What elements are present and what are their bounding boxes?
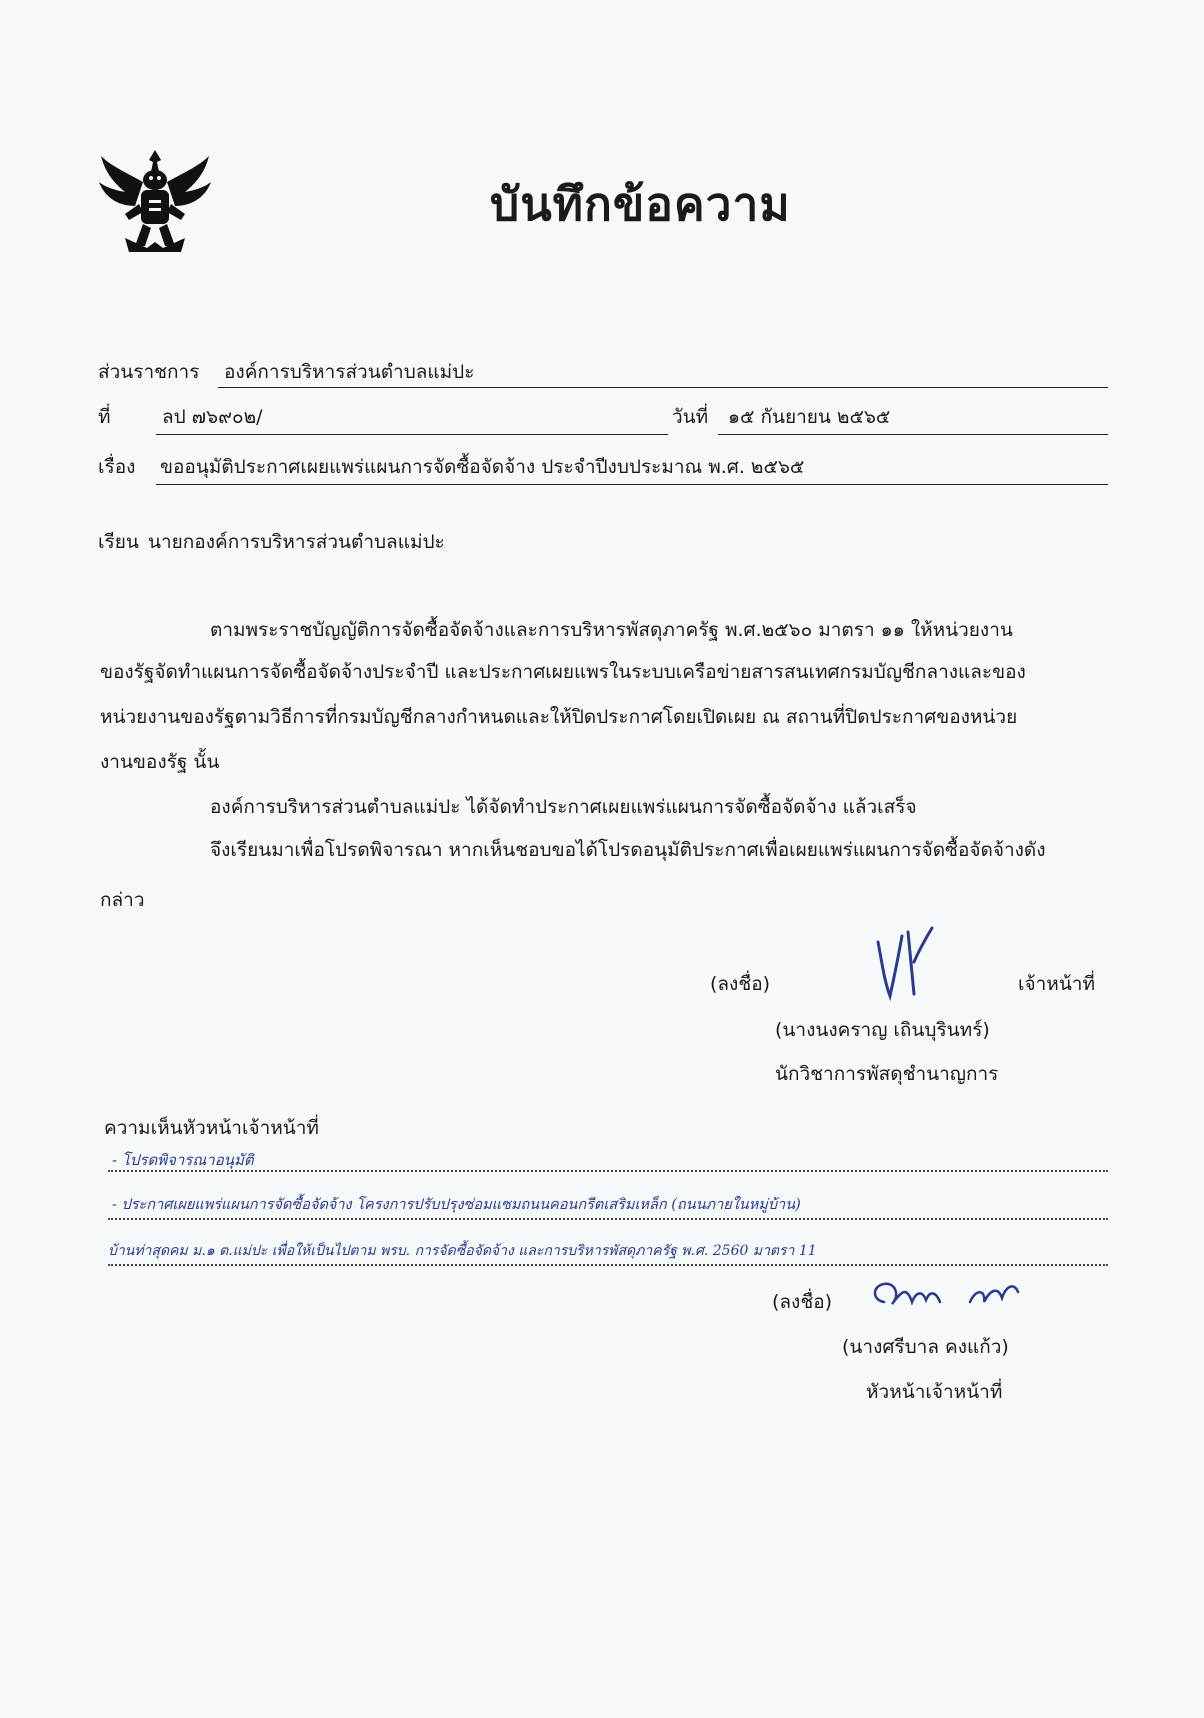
body-p3-line2: กล่าว (100, 889, 145, 911)
agency-underline (218, 387, 1108, 388)
garuda-emblem (95, 142, 215, 262)
date-value: ๑๕ กันยายน ๒๕๖๕ (728, 406, 891, 428)
signature2-position: หัวหน้าเจ้าหน้าที่ (866, 1381, 1003, 1403)
body-p3-line1: จึงเรียนมาเพื่อโปรดพิจารณา หากเห็นชอบขอได้โปรดอนุมัติประกาศเพื่อเผยแพร่แผนการจัดซื้อจัดจ้างดัง (210, 839, 1046, 861)
date-label: วันที่ (672, 406, 709, 428)
body-p1-line2: ของรัฐจัดทำแผนการจัดซื้อจัดจ้างประจำปี และประกาศเผยแพรในระบบเครือข่ายสารสนเทศกรมบัญชีกลางและของ (100, 661, 1026, 683)
opinion-line3: บ้านท่าสุดคม ม.๑ ต.แม่ปะ เพื่อให้เป็นไปตาม พรบ. การจัดซื้อจัดจ้าง และการบริหารพัสดุภาครัฐ พ.ศ. 2560 มาตรา 11 (108, 1243, 817, 1259)
salutation-value: นายกองค์การบริหารส่วนตำบลแม่ปะ (148, 531, 445, 553)
signature1-role-suffix: เจ้าหน้าที่ (1018, 973, 1096, 995)
salutation-label: เรียน (98, 531, 139, 553)
date-underline (718, 434, 1108, 435)
body-p2: องค์การบริหารส่วนตำบลแม่ปะ ได้จัดทำประกาศเผยแพร่แผนการจัดซื้อจัดจ้าง แล้วเสร็จ (210, 796, 917, 818)
subject-underline (156, 484, 1108, 485)
signature1-name: (นางนงคราญ เถินบุรินทร์) (775, 1019, 990, 1041)
opinion-line2: - ประกาศเผยแพร่แผนการจัดซื้อจัดจ้าง โครงการปรับปรุงซ่อมแซมถนนคอนกรีตเสริมเหล็ก (ถนนภายในหมู่บ้าน) (112, 1197, 801, 1213)
subject-value: ขออนุมัติประกาศเผยแพร่แผนการจัดซื้อจัดจ้าง ประจำปีงบประมาณ พ.ศ. ๒๕๖๕ (160, 456, 805, 478)
signature1-position: นักวิชาการพัสดุชำนาญการ (775, 1063, 999, 1085)
ref-underline (156, 434, 668, 435)
opinion-dotted-2 (108, 1218, 1108, 1220)
ref-label: ที่ (98, 406, 111, 428)
signature2-name: (นางศรีบาล คงแก้ว) (842, 1336, 1009, 1358)
opinion-dotted-3 (108, 1264, 1108, 1266)
signature1-handwritten (868, 922, 938, 1002)
opinion-dotted-1 (108, 1170, 1108, 1172)
body-p1-line1: ตามพระราชบัญญัติการจัดซื้อจัดจ้างและการบริหารพัสดุภาครัฐ พ.ศ.๒๕๖๐ มาตรา ๑๑ ให้หน่วยงาน (210, 619, 1013, 641)
signature2-sign-label: (ลงชื่อ) (772, 1291, 833, 1313)
opinion-line1: - โปรดพิจารณาอนุมัติ (112, 1151, 254, 1169)
agency-value: องค์การบริหารส่วนตำบลแม่ปะ (224, 361, 475, 383)
page-title: บันทึกข้อความ (490, 177, 791, 231)
signature1-sign-label: (ลงชื่อ) (710, 973, 771, 995)
signature2-handwritten (866, 1272, 1026, 1322)
body-p1-line4: งานของรัฐ นั้น (100, 751, 220, 773)
agency-label: ส่วนราชการ (98, 361, 200, 383)
body-p1-line3: หน่วยงานของรัฐตามวิธีการที่กรมบัญชีกลางกำหนดและให้ปิดประกาศโดยเปิดเผย ณ สถานที่ปิดประกาศของหน่วย (100, 706, 1018, 728)
ref-value: ลป ๗๖๙๐๒/ (162, 406, 263, 428)
opinion-heading: ความเห็นหัวหน้าเจ้าหน้าที่ (104, 1117, 319, 1139)
subject-label: เรื่อง (98, 456, 136, 478)
